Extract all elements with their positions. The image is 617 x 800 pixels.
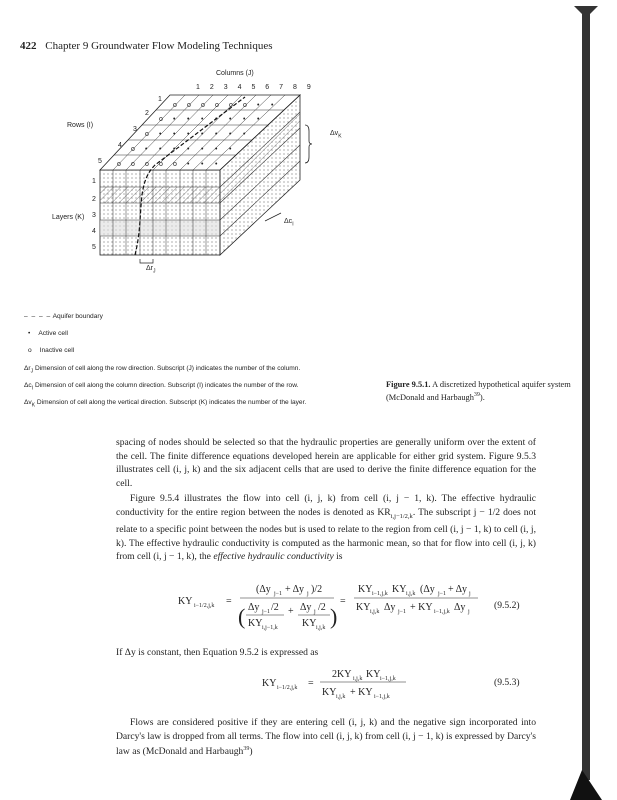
layer-number: 5: [92, 244, 96, 251]
svg-text:•: •: [271, 102, 274, 109]
svg-text:(Δy: (Δy: [420, 584, 435, 595]
svg-text:i−1,j,k: i−1,j,k: [380, 676, 396, 682]
page-number: 422: [20, 40, 37, 52]
svg-text:i,j,k: i,j,k: [353, 676, 363, 682]
svg-text:+ Δy: + Δy: [448, 584, 468, 595]
svg-text:•: •: [243, 131, 246, 138]
row-number: 1: [158, 96, 162, 103]
svg-text:KY: KY: [262, 678, 277, 689]
legend-aquifer-boundary: – – – – Aquifer boundary: [24, 313, 103, 320]
equation-number-9-5-3: (9.5.3): [494, 677, 520, 688]
svg-text:•: •: [173, 116, 176, 123]
svg-text:o: o: [131, 146, 135, 153]
svg-text:•: •: [229, 116, 232, 123]
svg-text:KY: KY: [302, 618, 317, 629]
body-paragraph-2: Figure 9.5.4 illustrates the flow into cell (i, j, k) from cell (i, j − 1, k). The effective hydraulic conductivity for the entire region between the nodes is denoted as $KR_{i,j-1/2,k}$. The subscript j − 1/2 does not relate to a specific point between the nodes but is used to relate to the region from cell (i, j − 1, k) to cell (i, j, k). The effective hydraulic conductivity is computed as the harmonic mean, so that for flow into cell (i, j, k) from cell (i, j − 1, k), the effective hydraulic conductivity is: [116, 493, 536, 563]
svg-text:i,j,k: i,j,k: [336, 694, 346, 700]
svg-text:i,j,k: i,j,k: [316, 625, 326, 631]
svg-text:i−1,j,k: i−1,j,k: [434, 609, 450, 615]
svg-text:i,j,k: i,j,k: [406, 591, 416, 597]
svg-text:•: •: [187, 146, 190, 153]
svg-text:•: •: [215, 116, 218, 123]
legend-active-cell: • Active cell: [28, 330, 68, 337]
running-title: Chapter 9 Groundwater Flow Modeling Techniques: [45, 40, 273, 52]
svg-text:•: •: [187, 131, 190, 138]
svg-text:o: o: [145, 161, 149, 168]
svg-text:•: •: [201, 131, 204, 138]
body-paragraph-4: Flows are considered positive if they are entering cell (i, j, k) and the negative sign incorporated into Darcy's law is dropped from all terms. The flow into cell (i, j, k) from cell (i, j − 1, k) is expressed by Darcy's law as (McDonald and Harbaugh$^{39}$): [116, 717, 536, 758]
svg-text:+: +: [288, 606, 294, 617]
svg-text:(Δy: (Δy: [256, 584, 271, 595]
svg-text:j: j: [307, 591, 309, 597]
legend-dr: $\Delta r_J$ Dimension of cell along the row direction. Subscript (J) indicates the number of the column.: [24, 365, 301, 375]
svg-text:•: •: [229, 146, 232, 153]
svg-text:j: j: [468, 609, 470, 615]
aquifer-grid-figure: [0, 60, 617, 280]
svg-text:=: =: [308, 678, 314, 689]
svg-text:o: o: [215, 102, 219, 109]
svg-text:i−1/2,j,k: i−1/2,j,k: [194, 603, 215, 609]
svg-text:KY: KY: [366, 669, 381, 680]
svg-text:o: o: [131, 161, 135, 168]
svg-text:i−1,j,k: i−1,j,k: [374, 694, 390, 700]
svg-text:KY: KY: [178, 596, 193, 607]
svg-text:•: •: [243, 116, 246, 123]
svg-text:i,j,k: i,j,k: [370, 609, 380, 615]
equation-9-5-3: [262, 664, 422, 711]
svg-text:KY: KY: [248, 618, 263, 629]
row-number: 3: [133, 126, 137, 133]
layer-number: 3: [92, 212, 96, 219]
svg-text:•: •: [187, 116, 190, 123]
svg-text:Δy: Δy: [300, 602, 312, 613]
svg-text:KY: KY: [358, 584, 373, 595]
legend-inactive-cell: o Inactive cell: [28, 347, 75, 354]
svg-text:/2: /2: [318, 602, 326, 613]
svg-text:Δy: Δy: [248, 602, 260, 613]
rows-label: Rows (I): [67, 122, 94, 129]
page-header: [20, 40, 273, 52]
svg-text:•: •: [173, 131, 176, 138]
body-paragraph-3: If Δy is constant, then Equation 9.5.2 is expressed as: [116, 647, 319, 658]
svg-text:•: •: [257, 102, 260, 109]
column-numbers: 1 2 3 4 5 6 7 8 9: [196, 84, 311, 91]
layers-label: Layers (K): [52, 214, 85, 221]
svg-text:o: o: [173, 161, 177, 168]
svg-text:•: •: [229, 131, 232, 138]
layer-number: 2: [92, 196, 96, 203]
equation-9-5-3-graphic: [262, 664, 422, 708]
svg-text:•: •: [215, 161, 218, 168]
layer-number: 1: [92, 178, 96, 185]
svg-text:i−1,j,k: i−1,j,k: [372, 591, 388, 597]
svg-text:•: •: [145, 146, 148, 153]
svg-text:o: o: [117, 161, 121, 168]
equation-9-5-2-graphic: [178, 578, 478, 634]
svg-text:o: o: [173, 102, 177, 109]
svg-text:2KY: 2KY: [332, 669, 352, 680]
dr-label: $\Delta r_J$: [146, 265, 156, 275]
svg-text:o: o: [243, 102, 247, 109]
svg-text:j: j: [469, 591, 471, 597]
svg-text:i−1/2,j,k: i−1/2,j,k: [277, 685, 298, 691]
svg-text:•: •: [257, 116, 260, 123]
svg-text:Δy: Δy: [454, 602, 466, 613]
svg-text:j−1: j−1: [398, 609, 407, 615]
svg-text:•: •: [201, 161, 204, 168]
svg-text:): ): [330, 604, 338, 629]
svg-text:+ KY: + KY: [410, 602, 433, 613]
svg-text:j: j: [314, 609, 316, 615]
svg-text:o: o: [159, 161, 163, 168]
svg-text:o: o: [187, 102, 191, 109]
body-paragraph-1: spacing of nodes should be selected so that the hydraulic properties are generally uniform over the extent of the cell. The finite difference equations developed herein are applicable for either grid system. Figure 9.5.3 illustrates cell (i, j, k) and the six adjacent cells that are used to derive the finite difference equation for the cell.: [116, 437, 536, 489]
dv-label: $\Delta v_K$: [330, 130, 342, 140]
svg-text:•: •: [201, 146, 204, 153]
svg-text:o: o: [201, 102, 205, 109]
svg-text:•: •: [159, 146, 162, 153]
svg-text:=: =: [340, 596, 346, 607]
svg-text:=: =: [226, 596, 232, 607]
svg-text:j−1: j−1: [274, 591, 283, 597]
svg-text:KY: KY: [322, 687, 337, 698]
layer-number: 4: [92, 228, 96, 235]
svg-text:KY: KY: [392, 584, 407, 595]
equation-number-9-5-2: (9.5.2): [494, 600, 520, 611]
legend-dc: $\Delta c_I$ Dimension of cell along the column direction. Subscript (I) indicates the number of the row.: [24, 382, 299, 392]
svg-text:•: •: [173, 146, 176, 153]
svg-text:i,j−1,k: i,j−1,k: [262, 625, 278, 631]
svg-text:(: (: [238, 604, 246, 629]
dc-label: $\Delta c_I$: [284, 218, 294, 228]
grid-block-diagram: [95, 85, 335, 270]
svg-text:j−1: j−1: [262, 609, 271, 615]
svg-text:KY: KY: [356, 602, 371, 613]
row-number: 2: [145, 110, 149, 117]
row-number: 4: [118, 142, 122, 149]
svg-text:+ Δy: + Δy: [285, 584, 305, 595]
svg-text:•: •: [201, 116, 204, 123]
svg-text:Δy: Δy: [384, 602, 396, 613]
svg-text:o: o: [145, 131, 149, 138]
columns-label: Columns (J): [216, 70, 254, 77]
svg-text:/2: /2: [271, 602, 279, 613]
svg-text:•: •: [215, 131, 218, 138]
svg-text:o: o: [159, 116, 163, 123]
svg-text:•: •: [215, 146, 218, 153]
row-number: 5: [98, 158, 102, 165]
svg-text:+ KY: + KY: [350, 687, 373, 698]
equation-9-5-2: [178, 578, 478, 637]
figure-caption: Figure 9.5.1. A discretized hypothetical aquifer system (McDonald and Harbaugh$^{39}$).: [386, 380, 571, 402]
svg-text:j−1: j−1: [438, 591, 447, 597]
svg-text:o: o: [229, 102, 233, 109]
legend-dv: $\Delta v_K$ Dimension of cell along the vertical direction. Subscript (K) indicates the number of the layer.: [24, 399, 307, 409]
svg-text:)/2: )/2: [311, 584, 323, 595]
svg-text:•: •: [187, 161, 190, 168]
svg-text:•: •: [159, 131, 162, 138]
